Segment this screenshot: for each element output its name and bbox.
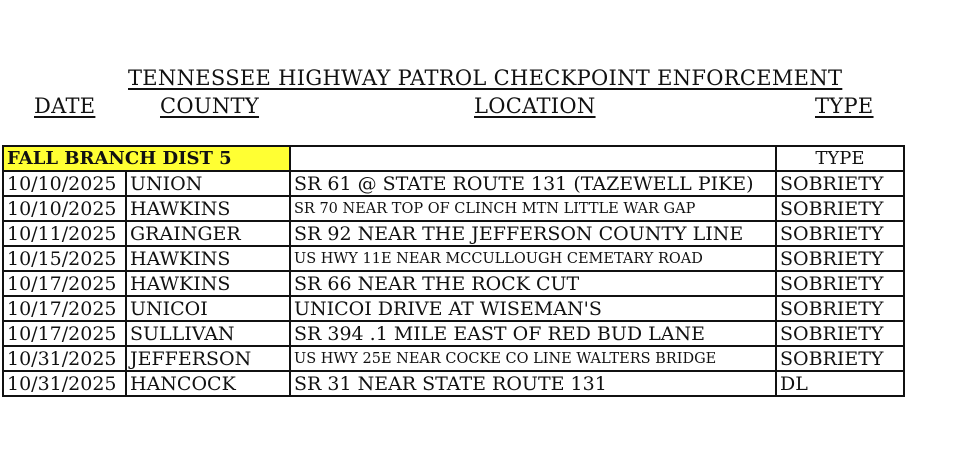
column-header-county: COUNTY [160, 94, 260, 118]
column-header-location: LOCATION [474, 94, 596, 118]
district-row [3, 146, 904, 171]
row-date: 10/17/2025 [3, 321, 126, 346]
row-location: SR 66 NEAR THE ROCK CUT [290, 271, 776, 296]
checkpoint-table [2, 145, 905, 397]
row-county: UNION [126, 171, 290, 196]
row-date: 10/15/2025 [3, 246, 126, 271]
row-type: SOBRIETY [776, 321, 904, 346]
row-type: SOBRIETY [776, 171, 904, 196]
column-header-date: DATE [34, 94, 96, 118]
row-county: HAWKINS [126, 271, 290, 296]
table-row [3, 196, 904, 221]
table-row [3, 246, 904, 271]
row-date: 10/10/2025 [3, 196, 126, 221]
row-type: SOBRIETY [776, 196, 904, 221]
table-row [3, 321, 904, 346]
table-row [3, 171, 904, 196]
row-location: SR 61 @ STATE ROUTE 131 (TAZEWELL PIKE) [290, 171, 776, 196]
row-location: SR 394 .1 MILE EAST OF RED BUD LANE [290, 321, 776, 346]
row-location: US HWY 11E NEAR MCCULLOUGH CEMETARY ROAD [290, 246, 776, 271]
row-type: SOBRIETY [776, 246, 904, 271]
row-county: UNICOI [126, 296, 290, 321]
page-title: TENNESSEE HIGHWAY PATROL CHECKPOINT ENFORCEMENT [128, 66, 843, 90]
row-county: HAWKINS [126, 196, 290, 221]
row-date: 10/11/2025 [3, 221, 126, 246]
table-row [3, 371, 904, 396]
row-date: 10/31/2025 [3, 346, 126, 371]
row-county: JEFFERSON [126, 346, 290, 371]
row-type: SOBRIETY [776, 346, 904, 371]
table-row [3, 346, 904, 371]
row-location: SR 92 NEAR THE JEFFERSON COUNTY LINE [290, 221, 776, 246]
row-date: 10/17/2025 [3, 296, 126, 321]
row-county: GRAINGER [126, 221, 290, 246]
district-blank-cell [290, 146, 776, 171]
table-row [3, 271, 904, 296]
row-county: HAWKINS [126, 246, 290, 271]
row-type: DL [776, 371, 904, 396]
row-date: 10/10/2025 [3, 171, 126, 196]
row-county: SULLIVAN [126, 321, 290, 346]
column-header-type: TYPE [815, 94, 874, 118]
row-date: 10/31/2025 [3, 371, 126, 396]
row-date: 10/17/2025 [3, 271, 126, 296]
row-location: SR 70 NEAR TOP OF CLINCH MTN LITTLE WAR GAP [290, 196, 776, 221]
row-location: US HWY 25E NEAR COCKE CO LINE WALTERS BRIDGE [290, 346, 776, 371]
row-county: HANCOCK [126, 371, 290, 396]
row-location: SR 31 NEAR STATE ROUTE 131 [290, 371, 776, 396]
district-type-header: TYPE [776, 146, 904, 171]
row-type: SOBRIETY [776, 221, 904, 246]
table-row [3, 296, 904, 321]
table-row [3, 221, 904, 246]
row-location: UNICOI DRIVE AT WISEMAN'S [290, 296, 776, 321]
row-type: SOBRIETY [776, 296, 904, 321]
district-name: FALL BRANCH DIST 5 [3, 146, 290, 171]
row-type: SOBRIETY [776, 271, 904, 296]
